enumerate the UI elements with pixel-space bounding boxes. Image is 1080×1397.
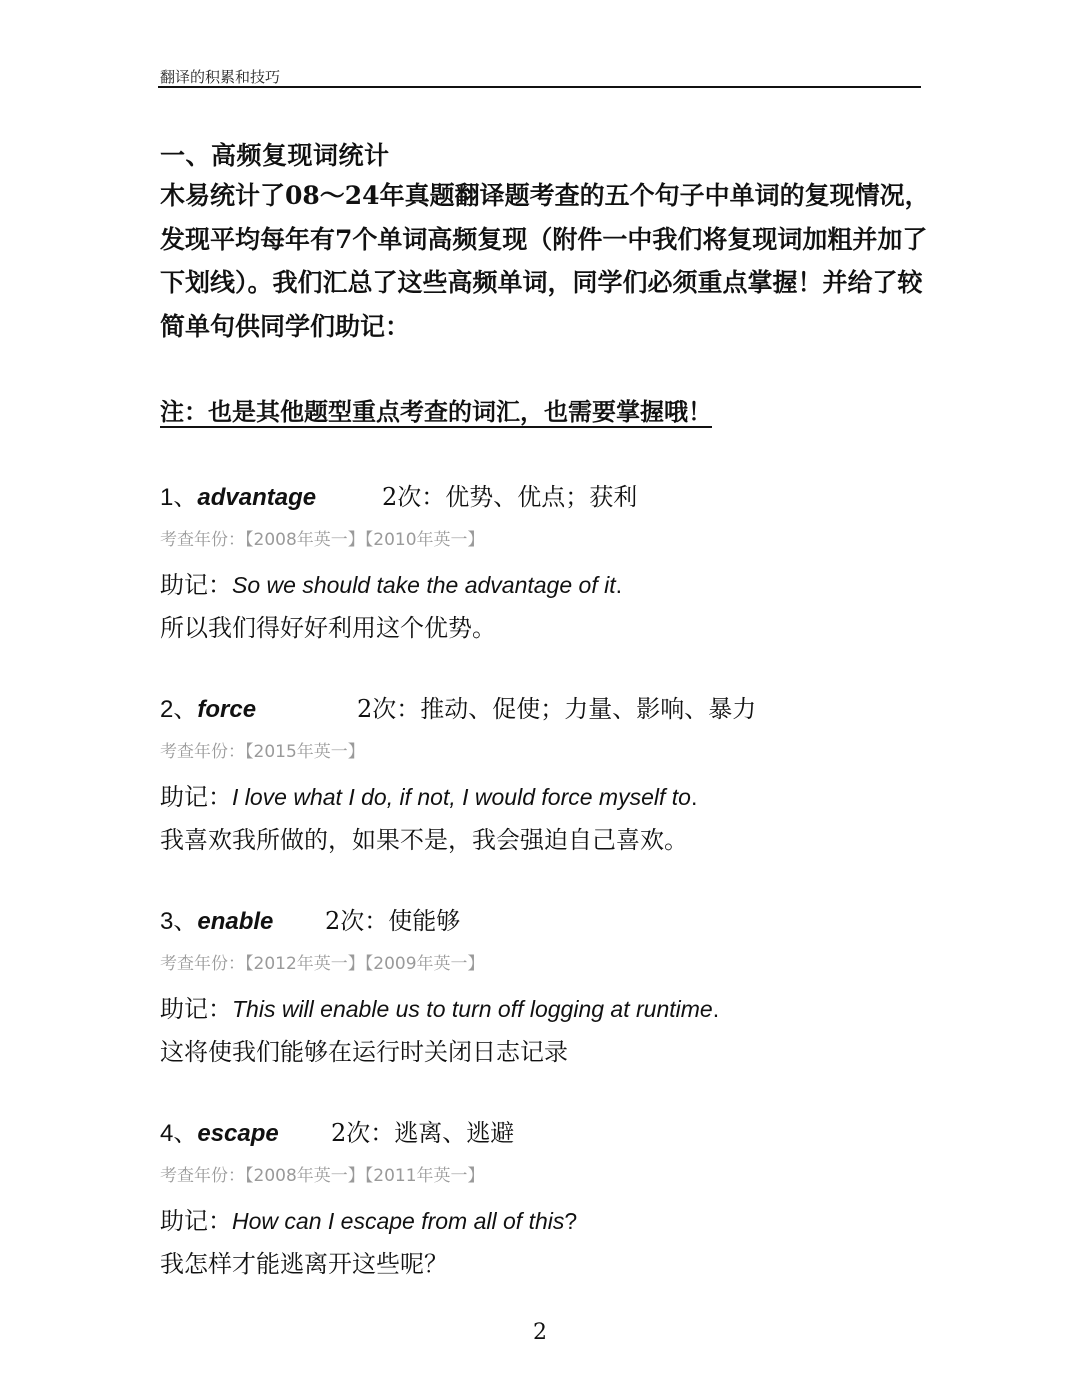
entry-exam-years: 考查年份：【2015年英一】 [160,742,365,762]
entry-heading [160,477,920,511]
entry-number: 1 [160,484,174,511]
memo-punctuation: . [712,996,720,1022]
memo-punctuation: ? [564,1208,578,1234]
entry-memo [160,565,920,599]
running-header: 翻译的积累和技巧 [160,68,281,86]
entry-exam-years: 考查年份：【2008年英一】【2011年英一】 [160,1166,485,1186]
vocab-entry-enable [160,901,920,1066]
entry-memo [160,777,920,811]
entry-number: 4 [160,1120,174,1147]
entry-separator: 、 [173,483,198,511]
entry-translation: 我喜欢我所做的，如果不是，我会强迫自己喜欢。 [160,826,688,854]
section-title: 一、高频复现词统计 [160,141,390,170]
entry-number: 2 [160,696,174,723]
entry-heading [160,1113,920,1147]
vocab-entry-force [160,689,920,854]
entry-word: force [197,696,257,723]
memo-punctuation: . [615,572,622,598]
entry-definition: 2次：优势、优点；获利 [382,483,638,511]
memo-label: 助记： [160,783,232,811]
entry-translation: 所以我们得好好利用这个优势。 [160,614,496,642]
entry-separator: 、 [173,1119,198,1147]
entry-separator: 、 [173,695,198,723]
vocab-entry-escape [160,1113,920,1278]
memo-sentence: This will enable us to turn off logging at runtime [232,996,713,1022]
entry-memo [160,1201,920,1235]
entry-memo [160,989,920,1023]
entry-definition: 2次：推动、促使；力量、影响、暴力 [357,695,757,723]
memo-sentence: So we should take the advantage of it [232,572,616,598]
memo-label: 助记： [160,571,232,599]
entry-word: escape [197,1120,279,1147]
vocab-entry-advantage [160,477,920,642]
entry-translation: 这将使我们能够在运行时关闭日志记录 [160,1038,568,1066]
note-text: 注：也是其他题型重点考查的词汇，也需要掌握哦！ [160,397,712,426]
header-rule [158,86,921,88]
page-number: 2 [533,1320,547,1345]
entry-heading [160,901,920,935]
memo-sentence: How can I escape from all of this [232,1208,565,1234]
intro-paragraph: 木易统计了08～24年真题翻译题考查的五个句子中单词的复现情况，发现平均每年有7个单词高频复现（附件一中我们将复现词加粗并加了下划线）。我们汇总了这些高频单词，同学们必须重点掌握！并给了较简单句供同学们助记： [160,181,930,341]
entry-exam-years: 考查年份：【2012年英一】【2009年英一】 [160,954,485,974]
entry-definition: 2次：逃离、逃避 [331,1119,515,1147]
entry-translation: 我怎样才能逃离开这些呢？ [160,1250,448,1278]
memo-punctuation: . [690,784,698,810]
entry-word: enable [197,908,274,935]
entry-definition: 2次：使能够 [325,907,461,935]
entry-word: advantage [197,484,317,511]
memo-sentence: I love what I do, if not, I would force myself to [232,784,691,810]
memo-label: 助记： [160,1207,232,1235]
entry-heading [160,689,920,723]
entry-exam-years: 考查年份：【2008年英一】【2010年英一】 [160,530,485,550]
entry-separator: 、 [173,907,198,935]
entry-number: 3 [160,908,174,935]
memo-label: 助记： [160,995,232,1023]
